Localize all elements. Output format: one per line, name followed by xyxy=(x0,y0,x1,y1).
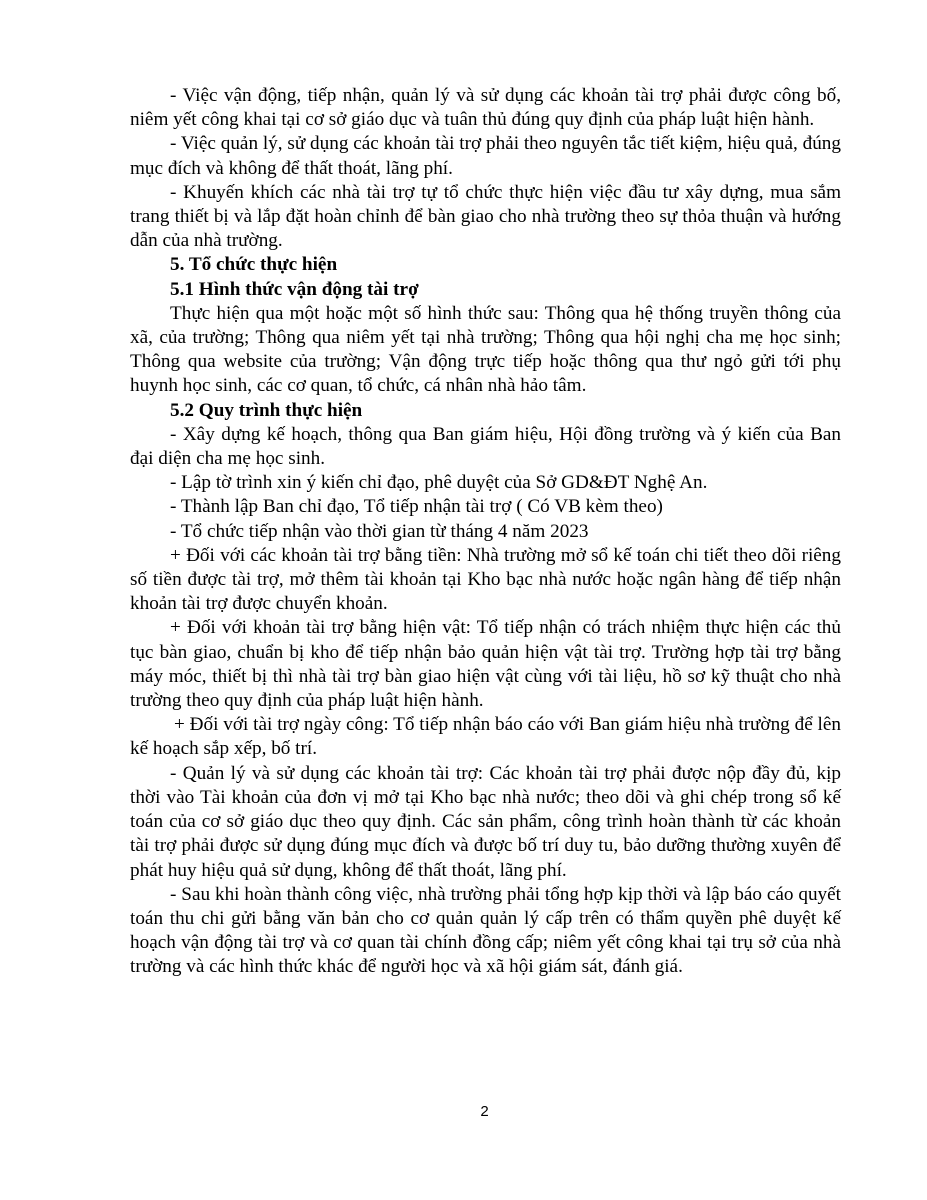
paragraph-mobilization-forms: Thực hiện qua một hoặc một số hình thức sau: Thông qua hệ thống truyền thông của xã, của trường; Thông qua niêm yết tại nhà trường; Thông qua hội nghị cha mẹ học sinh; Thông qua website của trường; Vận động trực tiếp hoặc thông qua thư ngỏ gửi tới phụ huynh học sinh, các cơ quan, tổ chức, cá nhân nhà hảo tâm. xyxy=(130,302,841,397)
section-heading-5-2: 5.2 Quy trình thực hiện xyxy=(170,399,363,421)
paragraph-final-report: - Sau khi hoàn thành công việc, nhà trường phải tổng hợp kịp thời và lập báo cáo quyết toán thu chi gửi bằng văn bản cho cơ quản quản lý cấp trên có thẩm quyền phê duyệt kế hoạch vận động tài trợ và cơ quan tài chính đồng cấp; niêm yết công khai tại trụ sở của nhà trường và các hình thức khác để người học và xã hội giám sát, đánh giá. xyxy=(130,883,841,978)
paragraph-reception-time: - Tổ chức tiếp nhận vào thời gian từ tháng 4 năm 2023 xyxy=(170,520,589,542)
paragraph-in-kind-sponsorship: + Đối với khoản tài trợ bằng hiện vật: Tổ tiếp nhận có trách nhiệm thực hiện các thủ tục bàn giao, chuẩn bị kho để tiếp nhận bảo quản hiện vật tài trợ. Trường hợp tài trợ bằng máy móc, thiết bị thì nhà tài trợ bàn giao hiện vật cùng với tài liệu, hồ sơ kỹ thuật cho nhà trường theo quy định của pháp luật hiện hành. xyxy=(130,617,841,712)
section-heading-5: 5. Tổ chức thực hiện xyxy=(170,254,338,276)
section-heading-5-1: 5.1 Hình thức vận động tài trợ xyxy=(170,278,419,300)
paragraph-build-plan: - Xây dựng kế hoạch, thông qua Ban giám hiệu, Hội đồng trường và ý kiến của Ban đại diện cha mẹ học sinh. xyxy=(130,423,841,470)
page-number: 2 xyxy=(480,1103,489,1120)
paragraph-cash-sponsorship: + Đối với các khoản tài trợ bằng tiền: Nhà trường mở sổ kế toán chi tiết theo dõi riêng số tiền được tài trợ, mở thêm tài khoản tại Kho bạc nhà nước hoặc ngân hàng để tiếp nhận khoản tài trợ được chuyển khoản. xyxy=(130,544,841,615)
paragraph-establish-board: - Thành lập Ban chỉ đạo, Tổ tiếp nhận tài trợ ( Có VB kèm theo) xyxy=(170,496,663,518)
paragraph-publicity: - Việc vận động, tiếp nhận, quản lý và sử dụng các khoản tài trợ phải được công bố, niêm yết công khai tại cơ sở giáo dục và tuân thủ đúng quy định của pháp luật hiện hành. xyxy=(130,85,841,131)
paragraph-labor-sponsorship: + Đối với tài trợ ngày công: Tổ tiếp nhận báo cáo với Ban giám hiệu nhà trường để lên kế hoạch sắp xếp, bố trí. xyxy=(130,714,841,760)
paragraph-encourage-sponsors: - Khuyến khích các nhà tài trợ tự tổ chức thực hiện việc đầu tư xây dựng, mua sắm trang thiết bị và lắp đặt hoàn chỉnh để bàn giao cho nhà trường theo sự thỏa thuận và hướng dẫn của nhà trường. xyxy=(130,181,841,252)
document-body xyxy=(130,84,841,980)
paragraph-manage-use: - Quản lý và sử dụng các khoản tài trợ: Các khoản tài trợ phải được nộp đầy đủ, kịp thời vào Tài khoản của đơn vị mở tại Kho bạc nhà nước; theo dõi và ghi chép trong sổ kế toán của cơ sở giáo dục theo quy định. Các sản phẩm, công trình hoàn thành từ các khoản tài trợ phải được sử dụng đúng mục đích và được bố trí duy tu, bảo dưỡng thường xuyên để phát huy hiệu quả sử dụng, không để thất thoát, lãng phí. xyxy=(130,762,841,881)
paragraph-management-principle: - Việc quản lý, sử dụng các khoản tài trợ phải theo nguyên tắc tiết kiệm, hiệu quả, đúng mục đích và không để thất thoát, lãng phí. xyxy=(130,133,841,179)
paragraph-submit-proposal: - Lập tờ trình xin ý kiến chỉ đạo, phê duyệt của Sở GD&ĐT Nghệ An. xyxy=(170,472,708,494)
